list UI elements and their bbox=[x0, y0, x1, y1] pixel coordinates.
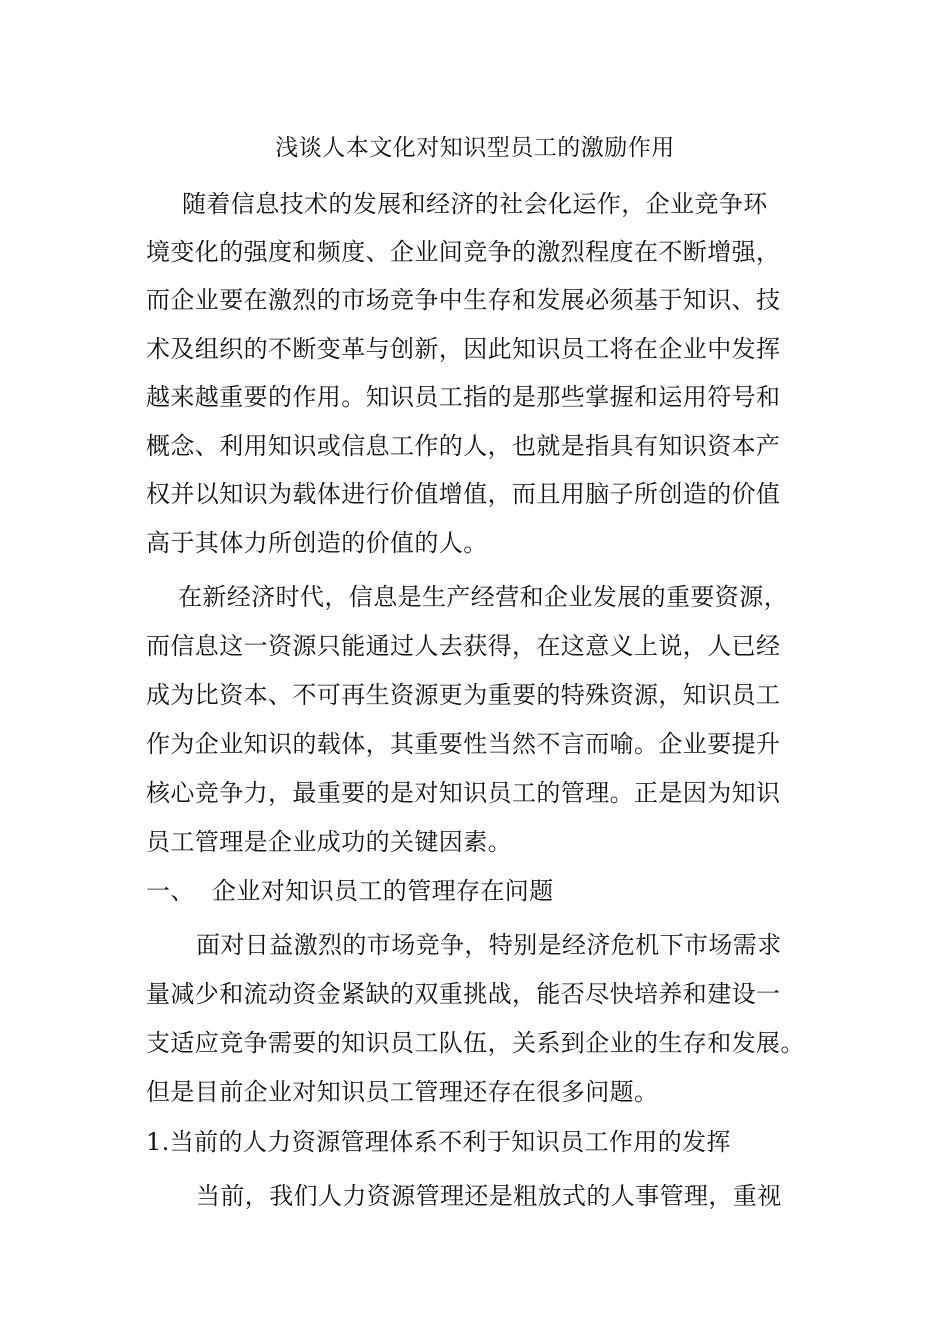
paragraph-line: 成为比资本、不可再生资源更为重要的特殊资源，知识员工 bbox=[146, 681, 781, 709]
paragraph-line: 核心竞争力，最重要的是对知识员工的管理。正是因为知识 bbox=[146, 779, 781, 807]
paragraph-line: 境变化的强度和频度、企业间竞争的激烈程度在不断增强， bbox=[146, 238, 781, 266]
document-title: 浅谈人本文化对知识型员工的激励作用 bbox=[275, 135, 675, 161]
paragraph-line: 越来越重要的作用。知识员工指的是那些掌握和运用符号和 bbox=[146, 383, 781, 411]
section-number: 一、 bbox=[146, 877, 195, 905]
subheading: 1.当前的人力资源管理体系不利于知识员工作用的发挥 bbox=[146, 1128, 731, 1156]
paragraph-line: 术及组织的不断变革与创新，因此知识员工将在企业中发挥 bbox=[146, 335, 781, 363]
paragraph-line: 量减少和流动资金紧缺的双重挑战，能否尽快培养和建设一 bbox=[146, 980, 781, 1008]
section-heading bbox=[146, 871, 554, 911]
paragraph-line: 随着信息技术的发展和经济的社会化运作，企业竞争环 bbox=[182, 190, 768, 218]
paragraph-line: 员工管理是企业成功的关键因素。 bbox=[146, 828, 512, 856]
paragraph-line: 而企业要在激烈的市场竞争中生存和发展必须基于知识、技 bbox=[146, 286, 781, 314]
paragraph-line: 而信息这一资源只能通过人去获得，在这意义上说，人已经 bbox=[146, 632, 781, 660]
paragraph-line: 但是目前企业对知识员工管理还存在很多问题。 bbox=[146, 1078, 659, 1106]
section-heading-text: 企业对知识员工的管理存在问题 bbox=[212, 877, 554, 905]
paragraph-line: 支适应竞争需要的知识员工队伍，关系到企业的生存和发展。 bbox=[146, 1029, 805, 1057]
paragraph-line: 作为企业知识的载体，其重要性当然不言而喻。企业要提升 bbox=[146, 730, 781, 758]
paragraph-line: 权并以知识为载体进行价值增值，而且用脑子所创造的价值 bbox=[146, 480, 781, 508]
paragraph-line: 在新经济时代，信息是生产经营和企业发展的重要资源， bbox=[178, 583, 788, 611]
paragraph-line: 高于其体力所创造的价值的人。 bbox=[146, 529, 488, 557]
paragraph-line: 当前，我们人力资源管理还是粗放式的人事管理，重视 bbox=[196, 1182, 782, 1210]
paragraph-line: 概念、利用知识或信息工作的人，也就是指具有知识资本产 bbox=[146, 432, 781, 460]
paragraph-line: 面对日益激烈的市场竞争，特别是经济危机下市场需求 bbox=[196, 931, 782, 959]
